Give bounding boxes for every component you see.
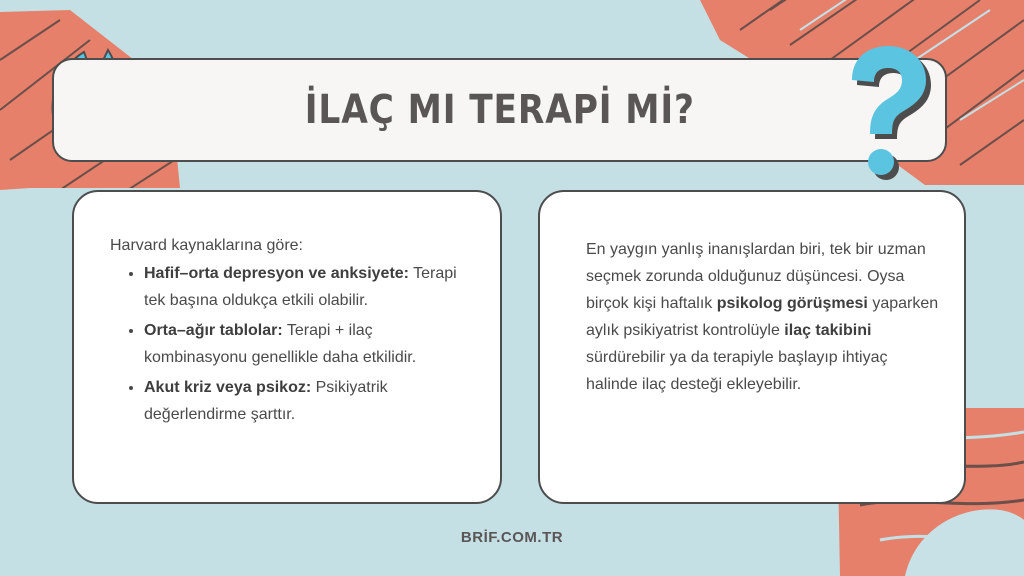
bullet-text: Psikiyatrik değerlendirme şarttır. — [144, 379, 388, 423]
list-item — [144, 374, 480, 428]
bullet-text: Terapi + ilaç kombinasyonu genellikle daha etkilidir. — [144, 322, 417, 366]
question-mark-icon — [830, 38, 940, 183]
left-card-intro: Harvard kaynaklarına göre: — [110, 237, 303, 254]
bullet-list — [110, 260, 480, 428]
right-info-card — [538, 190, 966, 504]
list-item — [144, 317, 480, 371]
paragraph-emphasis: ilaç takibini — [784, 322, 872, 339]
right-card-paragraph — [586, 236, 940, 398]
bullet-heading: Hafif–orta depresyon ve anksiyete: — [144, 265, 409, 282]
paragraph-emphasis: psikolog görüşmesi — [716, 295, 868, 312]
title-panel — [52, 58, 947, 162]
paragraph-text: En yaygın yanlış inanışlardan biri, tek bir uzman seçmek zorunda olduğunuz düşüncesi. Oysa birçok kişi haftalık — [586, 241, 926, 312]
list-item — [144, 260, 480, 314]
paragraph-text: yaparken aylık psikiyatrist kontrolüyle — [586, 295, 939, 339]
footer-brand: BRİF.COM.TR — [460, 529, 564, 546]
bullet-heading: Orta–ağır tablolar: — [144, 322, 283, 339]
bullet-heading: Akut kriz veya psikoz: — [144, 379, 312, 396]
page-title: İLAÇ MI TERAPİ Mİ? — [304, 87, 695, 133]
left-info-card — [72, 190, 502, 504]
bullet-text: Terapi tek başına oldukça etkili olabilir. — [144, 265, 457, 309]
paragraph-text: sürdürebilir ya da terapiyle başlayıp ihtiyaç halinde ilaç desteği ekleyebilir. — [586, 349, 888, 393]
